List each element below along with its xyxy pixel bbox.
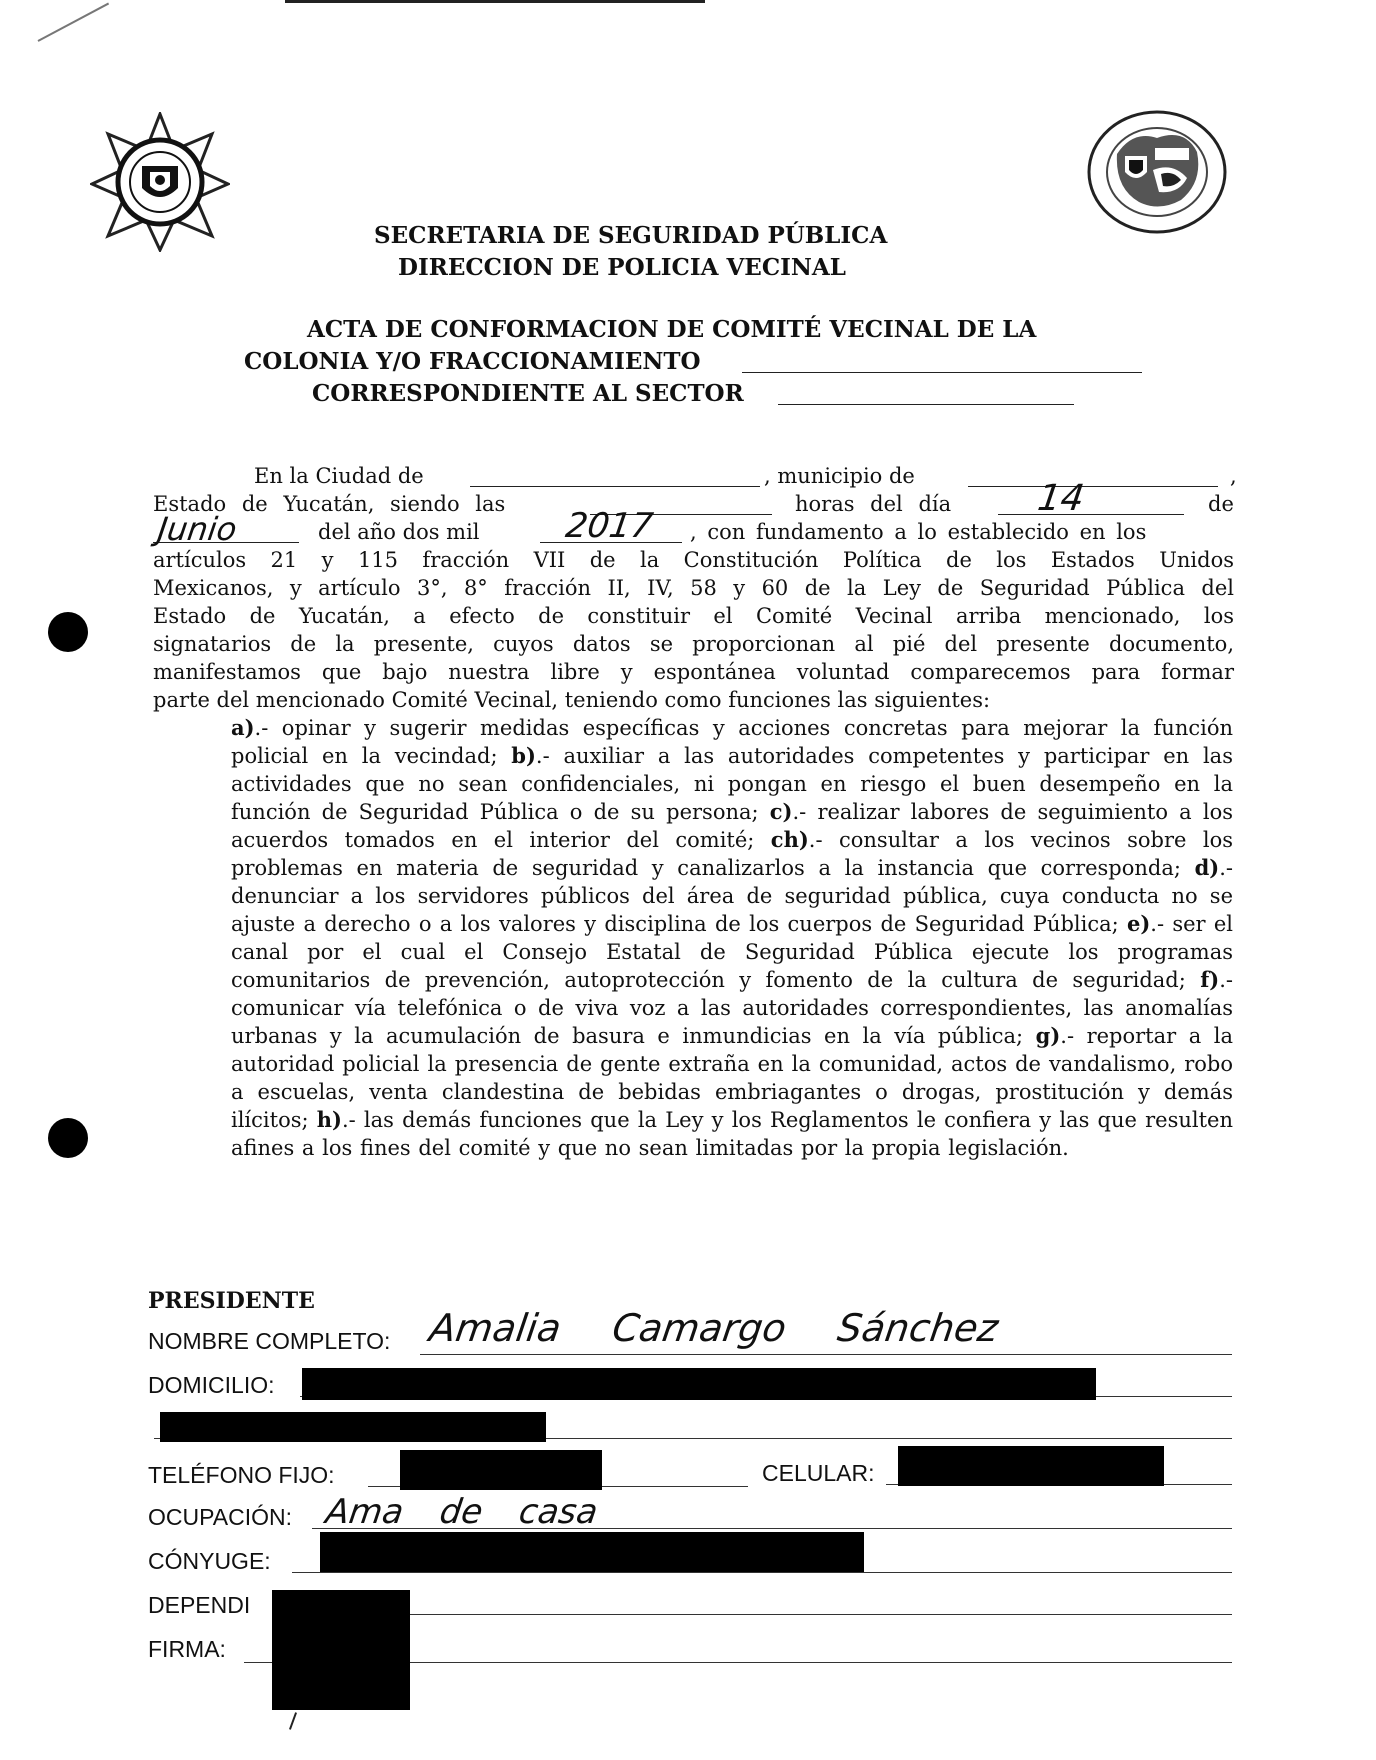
- intro-body-line: Estado de Yucatán, a efecto de constituir el Comité Vecinal arriba mencionado, los: [153, 604, 1234, 628]
- intro-body-line: parte del mencionado Comité Vecinal, teniendo como funciones las siguientes:: [153, 688, 991, 712]
- dependents-label: DEPENDI: [148, 1592, 251, 1618]
- handwritten-occupation: Ama de casa: [323, 1492, 601, 1532]
- section-president: PRESIDENTE: [148, 1288, 315, 1314]
- redaction-address: [302, 1368, 1096, 1400]
- handwritten-day: 14: [1035, 478, 1087, 519]
- redaction-address-2: [160, 1412, 546, 1442]
- intro-body-line: manifestamos que bajo nuestra libre y espontánea voluntad comparecemos para formar: [153, 660, 1234, 684]
- redaction-spouse: [320, 1532, 864, 1572]
- scan-mark: [38, 3, 110, 42]
- redaction-signature: [272, 1590, 410, 1710]
- full-name-line: [420, 1354, 1232, 1355]
- colonia-blank-line: [742, 372, 1142, 373]
- ssp-star-seal: [90, 112, 230, 252]
- intro-comma: ,: [1230, 464, 1237, 488]
- intro-body-line: signatarios de la presente, cuyos datos se proporcionan al pié del presente documento,: [153, 632, 1234, 656]
- intro-body-line: Mexicanos, y artículo 3°, 8° fracción II, IV, 58 y 60 de la Ley de Seguridad Pública del: [153, 576, 1234, 600]
- spouse-line: [292, 1572, 1232, 1573]
- mobile-label: CELULAR:: [762, 1460, 875, 1486]
- occupation-label: OCUPACIÓN:: [148, 1504, 292, 1530]
- handwritten-month: Junio: [155, 510, 240, 548]
- intro-state-label: Estado de Yucatán, siendo las: [153, 492, 506, 516]
- intro-year-label: del año dos mil: [318, 520, 480, 544]
- handwritten-president-name: Amalia Camargo Sánchez: [426, 1306, 1001, 1350]
- signature-stroke: [289, 1712, 297, 1730]
- intro-municipality-label: , municipio de: [764, 464, 915, 488]
- intro-body-line: artículos 21 y 115 fracción VII de la Constitución Política de los Estados Unidos: [153, 548, 1234, 572]
- intro-body: [153, 546, 1234, 714]
- intro-day-label: horas del día: [795, 492, 952, 516]
- dependents-line: [400, 1614, 1232, 1615]
- intro-legal-basis: , con fundamento a lo establecido en los: [690, 520, 1147, 544]
- landline-label: TELÉFONO FIJO:: [148, 1462, 335, 1488]
- redaction-landline: [400, 1450, 602, 1490]
- department-name: DIRECCION DE POLICIA VECINAL: [398, 254, 846, 281]
- document-title-line3: CORRESPONDIENTE AL SECTOR: [312, 380, 744, 407]
- redaction-mobile: [898, 1446, 1164, 1486]
- institution-name: SECRETARIA DE SEGURIDAD PÚBLICA: [374, 222, 888, 249]
- punch-hole: [48, 1118, 88, 1158]
- signature-label: FIRMA:: [148, 1636, 226, 1662]
- full-name-label: NOMBRE COMPLETO:: [148, 1328, 391, 1354]
- city-blank-line: [470, 486, 760, 487]
- sector-blank-line: [778, 404, 1074, 405]
- address-label: DOMICILIO:: [148, 1372, 275, 1398]
- spouse-label: CÓNYUGE:: [148, 1548, 271, 1574]
- document-title-line1: ACTA DE CONFORMACION DE COMITÉ VECINAL DE LA: [307, 316, 1037, 343]
- day-blank-line: [998, 514, 1184, 515]
- intro-of-label: de: [1208, 492, 1234, 516]
- punch-hole: [48, 612, 88, 652]
- intro-city-label: En la Ciudad de: [254, 464, 424, 488]
- committee-functions: a).- opinar y sugerir medidas específicas y acciones concretas para mejorar la función policial en la vecindad; b).- auxiliar a las autoridades competentes y participar en las actividades que no sean confidenciales, ni pongan en riesgo el buen desempeño en la función de Seguridad Pública o de su persona; c).- realizar labores de seguimiento a los acuerdos tomados en el interior del comité; ch).- consultar a los vecinos sobre los problemas en materia de seguridad y canalizarlos a la instancia que corresponda; d).- denunciar a los servidores públicos del área de seguridad pública, cuya conducta no se ajuste a derecho o a los valores y disciplina de los cuerpos de Seguridad Pública; e).- ser el canal por el cual el Consejo Estatal de Seguridad Pública ejecute los programas comunitarios de prevención, autoprotección y fomento de la cultura de seguridad; f).- comunicar vía telefónica o de viva voz a las autoridades correspondientes, las anomalías urbanas y la acumulación de basura e inmundicias en la vía pública; g).- reportar a la autoridad policial la presencia de gente extraña en la comunidad, actos de vandalismo, robo a escuelas, venta clandestina de bebidas embriagantes o drogas, prostitución y demás ilícitos; h).- las demás funciones que la Ley y los Reglamentos le confiera y las que resulten afines a los fines del comité y que no sean limitadas por la propia legislación.: [231, 715, 1234, 1160]
- handwritten-year: 2017: [563, 506, 656, 546]
- document-title-line2: COLONIA Y/O FRACCIONAMIENTO: [244, 348, 701, 375]
- top-edge-line: [285, 0, 705, 3]
- consejo-estatal-seal: [1085, 108, 1230, 238]
- municipality-blank-line: [968, 486, 1218, 487]
